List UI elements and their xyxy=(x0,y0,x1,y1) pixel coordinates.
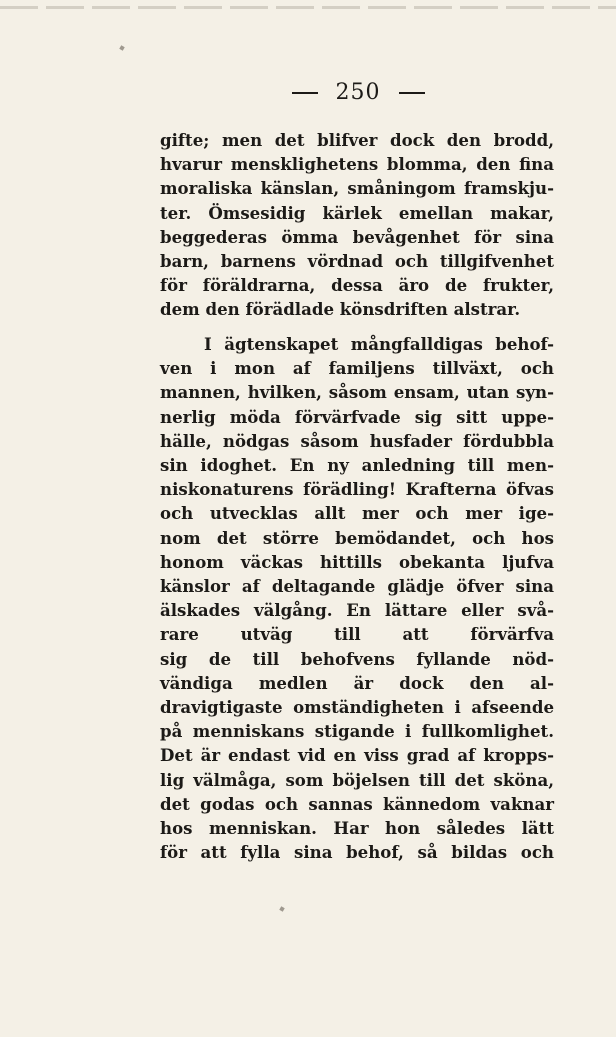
text-line: beggederas ömma bevågenhet för sina xyxy=(160,226,554,247)
paragraph-2 xyxy=(160,332,554,864)
text-line: för att fylla sina behof, så bildas och xyxy=(160,842,554,863)
text-line: nom det större bemödandet, och hos xyxy=(160,527,554,548)
text-line: sig de till behofvens fyllande nöd- xyxy=(160,648,554,669)
text-line: rare utväg till att förvärfva xyxy=(160,624,554,645)
text-line: på menniskans stigande i fullkomlighet. xyxy=(160,721,554,742)
text-line: Det är endast vid en viss grad af kropps- xyxy=(160,745,554,766)
header-dash-right xyxy=(399,92,425,94)
text-line: ven i mon af familjens tillväxt, och xyxy=(160,358,554,379)
ink-speck xyxy=(279,906,284,911)
page-number: 250 xyxy=(335,80,381,105)
text-line: och utvecklas allt mer och mer ige- xyxy=(160,503,554,524)
text-line: niskonaturens förädling! Krafterna öfvas xyxy=(160,479,554,500)
text-line: lig välmåga, som böjelsen till det sköna, xyxy=(160,769,554,790)
text-line: hvarur mensklighetens blomma, den fina xyxy=(160,154,554,175)
text-line: nerlig möda förvärfvade sig sitt uppe- xyxy=(160,406,554,427)
text-line: mannen, hvilken, såsom ensam, utan syn- xyxy=(160,382,554,403)
text-line: dem den förädlade könsdriften alstrar. xyxy=(160,299,521,320)
text-line: känslor af deltagande glädje öfver sina xyxy=(160,576,554,597)
text-line: hälle, nödgas såsom husfader fördubbla xyxy=(160,430,554,451)
text-line: ter. Ömsesidig kärlek emellan makar, xyxy=(160,202,554,223)
paragraph-1 xyxy=(160,128,554,322)
text-line: sin idoghet. En ny anledning till men- xyxy=(160,455,554,476)
page-edge-rule xyxy=(0,6,616,9)
header-dash-left xyxy=(292,92,318,94)
text-line: älskades välgång. En lättare eller svå- xyxy=(160,600,554,621)
text-line: det godas och sannas kännedom vaknar xyxy=(160,793,554,814)
text-line: I ägtenskapet mångfalldigas behof- xyxy=(204,334,554,354)
text-line: dravigtigaste omständigheten i afseende xyxy=(160,697,554,718)
page-header xyxy=(160,80,556,105)
text-line: hos menniskan. Har hon således lätt xyxy=(160,818,554,839)
ink-speck xyxy=(119,45,124,50)
text-line: för föräldrarna, dessa äro de frukter, xyxy=(160,275,554,296)
text-line: moraliska känslan, småningom framskju- xyxy=(160,178,554,199)
text-line: barn, barnens vördnad och tillgifvenhet xyxy=(160,251,554,272)
text-line: honom väckas hittills obekanta ljufva xyxy=(160,551,554,572)
text-line: gifte; men det blifver dock den brodd, xyxy=(160,130,554,150)
text-line: vändiga medlen är dock den al- xyxy=(160,672,554,693)
